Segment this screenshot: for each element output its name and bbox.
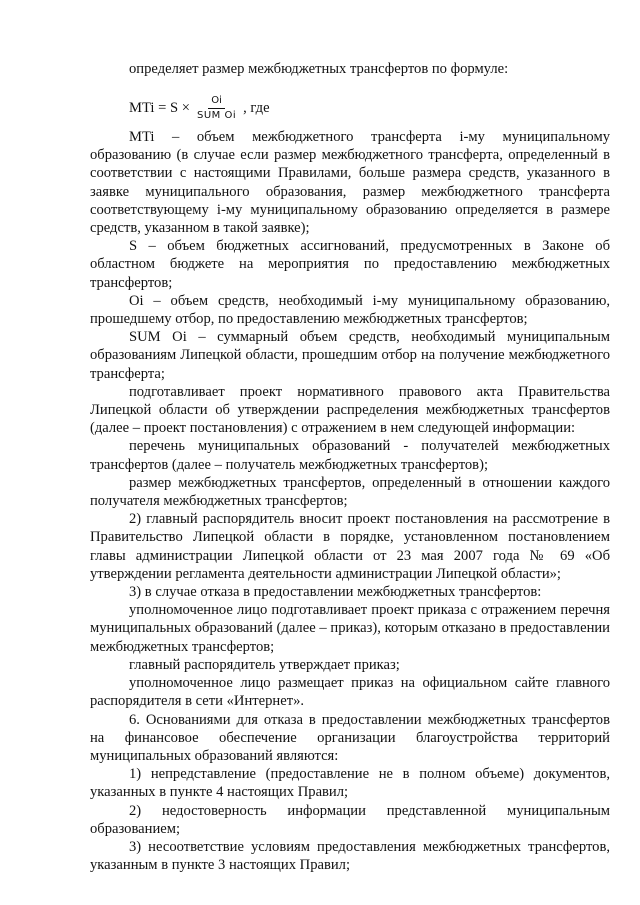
formula-fraction <box>194 95 239 122</box>
formula <box>129 90 270 126</box>
formula-lhs: MTi = S × <box>129 99 190 116</box>
formula-denominator: SUM Oi <box>196 109 237 121</box>
paragraph: уполномоченное лицо размещает приказ на официальном сайте главного распорядителя в сети «Интернет». <box>90 675 610 710</box>
document-body <box>90 128 610 874</box>
paragraph: S – объем бюджетных ассигнований, предусмотренных в Законе об областном бюджете на мероприятия по предоставлению межбюджетных трансфертов; <box>90 238 610 291</box>
paragraph: 3) в случае отказа в предоставлении межбюджетных трансфертов: <box>129 584 542 601</box>
paragraph: SUM Oi – суммарный объем средств, необходимый муниципальным образованиям Липецкой области, прошедшим отбор на получение межбюджетного трансферта; <box>90 329 610 382</box>
formula-suffix: , где <box>243 99 270 116</box>
paragraph: подготавливает проект нормативного правового акта Правительства Липецкой области об утверждении распределения межбюджетных трансфертов (далее – проект постановления) с отражением в нем следующей информации: <box>90 383 610 437</box>
paragraph: 2) главный распорядитель вносит проект постановления на рассмотрение в Правительство Липецкой области в порядке, установленном постановлением главы администрации Липецкой области от 23 мая 2007 года № 69 «Об утверждении регламента деятельности администрации Липецкой области»; <box>90 511 610 582</box>
paragraph: перечень муниципальных образований - получателей межбюджетных трансфертов (далее – получатель межбюджетных трансфертов); <box>90 438 610 473</box>
paragraph: размер межбюджетных трансфертов, определенный в отношении каждого получателя межбюджетных трансфертов; <box>90 474 610 510</box>
paragraph: MTi – объем межбюджетного трансферта i-му муниципальному образованию (в случае если размер межбюджетного трансферта, определенный в соответствии с настоящими Правилами, больше размера средств, указанного в заявке муниципального образования, размер межбюджетного трансферта соответствующему i-му муниципальному образованию определяется в размере средств, указанном в такой заявке); <box>90 129 610 237</box>
paragraph: Oi – объем средств, необходимый i-му муниципальному образованию, прошедшему отбор, по предоставлению межбюджетных трансфертов; <box>90 292 610 328</box>
paragraph: 1) непредставление (предоставление не в полном объеме) документов, указанных в пункте 4 настоящих Правил; <box>90 766 610 801</box>
paragraph: 2) недостоверность информации представленной муниципальным образованием; <box>90 802 610 837</box>
paragraph: главный распорядитель утверждает приказ; <box>129 656 400 673</box>
formula-numerator: Oi <box>208 95 225 109</box>
formula-intro: определяет размер межбюджетных трансфертов по формуле: <box>129 61 509 77</box>
paragraph: уполномоченное лицо подготавливает проект приказа с отражением перечня муниципальных образований (далее – приказ), которым отказано в предоставлении межбюджетных трансфертов; <box>90 602 610 655</box>
paragraph: 3) несоответствие условиям предоставления межбюджетных трансфертов, указанным в пункте 3 настоящих Правил; <box>90 838 610 874</box>
paragraph: 6. Основаниями для отказа в предоставлении межбюджетных трансфертов на финансовое обеспечение организации благоустройства территорий муниципальных образований являются: <box>90 711 610 764</box>
